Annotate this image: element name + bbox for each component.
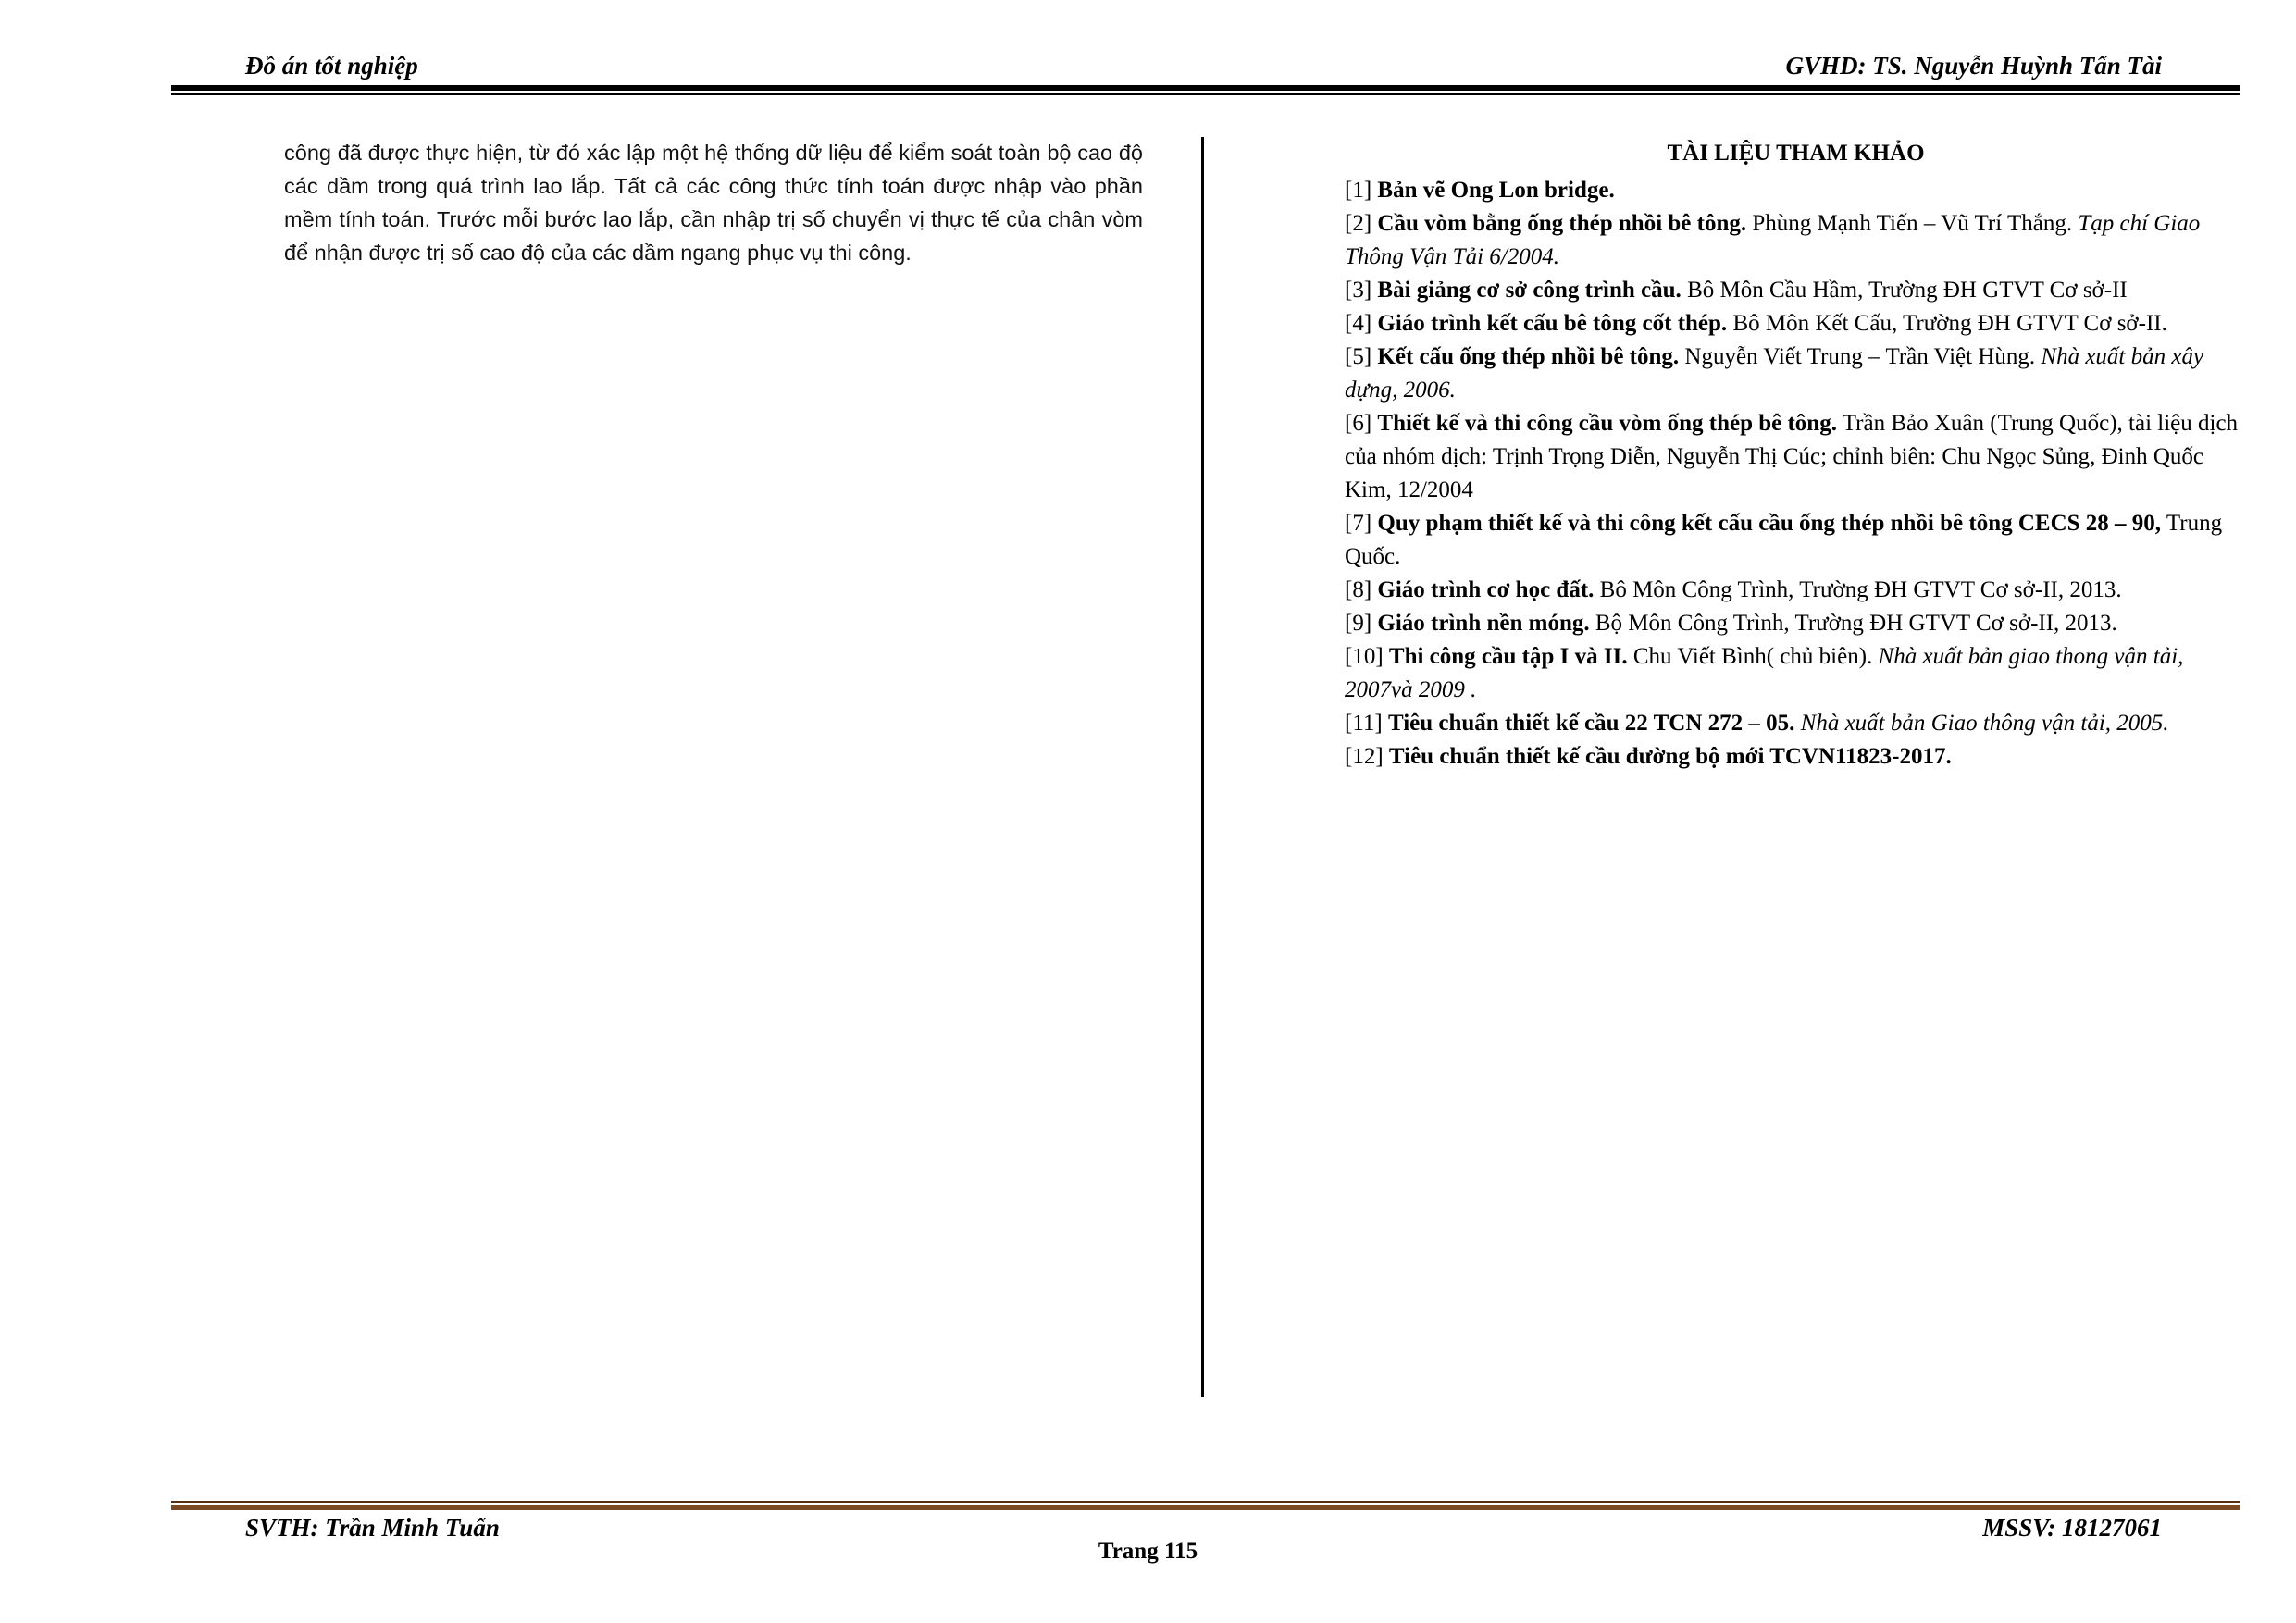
reference-publisher: Nhà xuất bản xây dựng, 2006. — [1345, 344, 2204, 403]
reference-title: Giáo trình kết cấu bê tông cốt thép. — [1377, 311, 1728, 336]
reference-number: [6] — [1345, 411, 1372, 436]
reference-title: Bản vẽ Ong Lon bridge. — [1377, 178, 1615, 203]
header-rule-thick — [171, 85, 2240, 91]
footer-student: SVTH: Trần Minh Tuấn — [245, 1514, 500, 1542]
reference-item — [1345, 341, 2247, 407]
reference-author: Bô Môn Công Trình, Trường ĐH GTVT Cơ sở-II, 2013. — [1599, 577, 2122, 602]
reference-item — [1345, 640, 2247, 707]
reference-title: Tiêu chuẩn thiết kế cầu đường bộ mới TCVN11823-2017. — [1388, 744, 1952, 769]
references-list — [1345, 174, 2247, 774]
reference-number: [5] — [1345, 344, 1372, 369]
reference-number: [3] — [1345, 278, 1372, 303]
references-heading: TÀI LIỆU THAM KHẢO — [1667, 141, 1925, 166]
reference-author: Bộ Môn Công Trình, Trường ĐH GTVT Cơ sở-II, 2013. — [1595, 611, 2117, 636]
reference-number: [9] — [1345, 611, 1372, 636]
reference-title: Giáo trình nền móng. — [1377, 611, 1590, 636]
reference-author: Trần Bảo Xuân (Trung Quốc), tài liệu dịch của nhóm dịch: Trịnh Trọng Diễn, Nguyễn Thị Cúc; chỉnh biên: Chu Ngọc Sủng, Đinh Quốc Kim, 12/2004 — [1345, 411, 2239, 502]
footer-student-id: MSSV: 18127061 — [1982, 1514, 2162, 1542]
reference-title: Kết cấu ống thép nhồi bê tông. — [1377, 344, 1680, 369]
reference-number: [8] — [1345, 577, 1372, 602]
header-supervisor: GVHD: TS. Nguyễn Huỳnh Tấn Tài — [1785, 52, 2162, 80]
reference-item — [1345, 574, 2247, 607]
reference-item — [1345, 607, 2247, 640]
reference-item — [1345, 407, 2247, 507]
reference-number: [2] — [1345, 211, 1372, 236]
references-section — [1345, 137, 2247, 774]
footer-rule-thin — [171, 1501, 2240, 1503]
reference-item — [1345, 507, 2247, 574]
reference-title: Thiết kế và thi công cầu vòm ống thép bê tông. — [1377, 411, 1837, 436]
column-divider — [1201, 137, 1204, 1397]
reference-title: Bài giảng cơ sở công trình cầu. — [1377, 278, 1682, 303]
reference-number: [11] — [1345, 711, 1383, 736]
reference-number: [1] — [1345, 178, 1372, 203]
reference-number: [7] — [1345, 511, 1372, 536]
header-rule-thin — [171, 93, 2240, 95]
reference-item — [1345, 707, 2247, 740]
reference-publisher: Tạp chí Giao Thông Vận Tải 6/2004. — [1345, 211, 2201, 269]
reference-title: Tiêu chuẩn thiết kế cầu 22 TCN 272 – 05. — [1387, 711, 1795, 736]
reference-title: Cầu vòm bằng ống thép nhồi bê tông. — [1377, 211, 1747, 236]
reference-publisher: Nhà xuất bản Giao thông vận tải, 2005. — [1800, 711, 2169, 736]
reference-title: Quy phạm thiết kế và thi công kết cấu cầu ống thép nhồi bê tông CECS 28 – 90, — [1377, 511, 2162, 536]
reference-item — [1345, 174, 2247, 207]
reference-title: Giáo trình cơ học đất. — [1377, 577, 1595, 602]
reference-title: Thi công cầu tập I và II. — [1388, 644, 1628, 669]
reference-item — [1345, 207, 2247, 274]
reference-author: Nguyễn Viết Trung – Trần Việt Hùng. — [1684, 344, 2036, 369]
reference-author: Phùng Mạnh Tiến – Vũ Trí Thắng. — [1752, 211, 2073, 236]
page-number: Trang 115 — [1098, 1539, 1198, 1564]
reference-author: Bô Môn Cầu Hầm, Trường ĐH GTVT Cơ sở-II — [1687, 278, 2128, 303]
body-paragraph: công đã được thực hiện, từ đó xác lập một hệ thống dữ liệu để kiểm soát toàn bộ cao độ các dầm trong quá trình lao lắp. Tất cả các công thức tính toán được nhập vào phần mềm tính toán. Trước mỗi bước lao lắp, cần nhập trị số chuyển vị thực tế của chân vòm để nhận được trị số cao độ của các dầm ngang phục vụ thi công. — [284, 141, 1143, 265]
reference-item — [1345, 307, 2247, 341]
reference-number: [10] — [1345, 644, 1384, 669]
reference-publisher: Nhà xuất bản giao thong vận tải, 2007và 2009 . — [1345, 644, 2184, 702]
reference-item — [1345, 740, 2247, 774]
footer-rule-thick — [171, 1505, 2240, 1510]
reference-author: Trung Quốc. — [1345, 511, 2223, 569]
reference-item — [1345, 274, 2247, 307]
reference-number: [4] — [1345, 311, 1372, 336]
header-title: Đồ án tốt nghiệp — [245, 52, 418, 80]
reference-number: [12] — [1345, 744, 1384, 769]
reference-author: Chu Viết Bình( chủ biên). — [1632, 644, 1873, 669]
reference-author: Bô Môn Kết Cấu, Trường ĐH GTVT Cơ sở-II. — [1732, 311, 2167, 336]
